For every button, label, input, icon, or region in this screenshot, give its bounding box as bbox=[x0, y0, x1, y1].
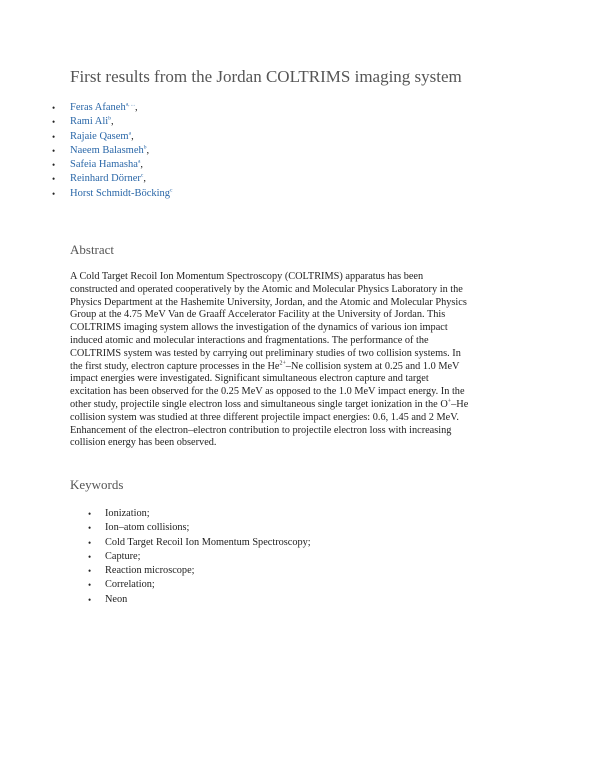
author-separator: , bbox=[140, 159, 144, 171]
keyword-list bbox=[88, 507, 311, 607]
keyword-item bbox=[88, 507, 311, 521]
abstract-line: Physics Department at the Hashemite University, Jordan, and the Atomic and Molecular Physics bbox=[70, 296, 467, 308]
author-affiliation[interactable]: c bbox=[140, 172, 144, 179]
keyword-label: Correlation; bbox=[105, 579, 155, 591]
bullet-icon: • bbox=[88, 537, 92, 548]
author-separator: , bbox=[131, 130, 134, 142]
abstract-line: excitation has been observed for the 0.25 MeV as opposed to the 1.0 MeV impact energy. In the bbox=[70, 386, 465, 398]
author-item bbox=[52, 130, 173, 144]
charge-superscript: 2+ bbox=[279, 360, 286, 367]
keyword-label: Ion–atom collisions; bbox=[105, 522, 190, 534]
bullet-icon: • bbox=[88, 509, 92, 519]
keyword-label: Cold Target Recoil Ion Momentum Spectroscopy; bbox=[105, 536, 311, 548]
page-title: First results from the Jordan COLTRIMS imaging system bbox=[70, 67, 462, 86]
bullet-icon: • bbox=[52, 103, 56, 113]
author-link[interactable]: Reinhard Dörner bbox=[70, 173, 141, 185]
abstract-line: collision system was studied at three different projectile impact energies: 0.6, 1.45 and 2 MeV. bbox=[70, 411, 459, 423]
keyword-label: Ionization; bbox=[105, 508, 150, 519]
bullet-icon: • bbox=[88, 523, 92, 534]
abstract-text bbox=[70, 271, 540, 450]
abstract-text-run: the first study, electron capture processes in the He bbox=[70, 360, 280, 372]
author-item bbox=[52, 101, 173, 115]
author-separator: , bbox=[110, 116, 114, 128]
author-affiliation[interactable]: b bbox=[143, 144, 147, 151]
author-affiliation[interactable]: a bbox=[128, 130, 132, 137]
bullet-icon: • bbox=[52, 188, 56, 199]
author-list bbox=[52, 101, 173, 201]
author-separator: , bbox=[143, 173, 146, 185]
author-item bbox=[52, 144, 173, 158]
abstract-line: impact energies were investigated. Significant simultaneous electron capture and target bbox=[70, 373, 429, 385]
keywords-heading: Keywords bbox=[70, 477, 124, 492]
keyword-item bbox=[88, 550, 311, 564]
keyword-item bbox=[88, 564, 311, 578]
keyword-label: Neon bbox=[105, 593, 128, 605]
author-affiliation[interactable]: a bbox=[137, 158, 141, 165]
author-link[interactable]: Safeia Hamasha bbox=[70, 159, 138, 171]
abstract-line: A Cold Target Recoil Ion Momentum Spectroscopy (COLTRIMS) apparatus has been bbox=[70, 271, 424, 282]
author-link[interactable]: Horst Schmidt-Böcking bbox=[70, 187, 171, 199]
keyword-item bbox=[88, 536, 311, 550]
abstract-heading: Abstract bbox=[70, 242, 115, 257]
author-separator: , bbox=[146, 144, 150, 156]
abstract-text-run: –He bbox=[451, 398, 469, 410]
bullet-icon: • bbox=[52, 117, 56, 128]
bullet-icon: • bbox=[88, 580, 92, 591]
author-affiliation[interactable]: c bbox=[170, 187, 173, 194]
author-affiliation[interactable]: b bbox=[108, 115, 111, 122]
author-item bbox=[52, 158, 173, 172]
abstract-line: constructed and operated cooperatively by the Atomic and Molecular Physics Laboratory in the bbox=[70, 283, 463, 295]
keyword-label: Capture; bbox=[105, 550, 141, 562]
bullet-icon: • bbox=[52, 145, 56, 156]
abstract-line bbox=[70, 399, 540, 412]
bullet-icon: • bbox=[88, 594, 92, 605]
bullet-icon: • bbox=[52, 131, 56, 142]
abstract-line: Enhancement of the electron–electron contribution to projectile electron loss with increasing bbox=[70, 424, 452, 436]
author-item bbox=[52, 187, 173, 201]
abstract-text-run: other study, projectile single electron loss and simultaneous single target ionization in the O bbox=[70, 398, 448, 410]
bullet-icon: • bbox=[88, 551, 92, 562]
keyword-item bbox=[88, 593, 311, 607]
abstract-line: induced atomic and molecular interactions and fragmentations. The performance of the bbox=[70, 334, 429, 346]
bullet-icon: • bbox=[52, 160, 56, 171]
keyword-item bbox=[88, 578, 311, 592]
bullet-icon: • bbox=[52, 174, 56, 185]
abstract-line: Group at the 4.75 MeV Van de Graaff Accelerator Facility at the University of Jordan. This bbox=[70, 309, 446, 321]
keyword-item bbox=[88, 521, 311, 535]
author-separator: , bbox=[135, 102, 138, 113]
abstract-line: collision energy has been observed. bbox=[70, 437, 217, 449]
abstract-line bbox=[70, 361, 540, 374]
author-affiliation[interactable]: a, ... bbox=[125, 101, 136, 108]
keyword-label: Reaction microscope; bbox=[105, 565, 195, 577]
charge-superscript: + bbox=[447, 398, 452, 405]
bullet-icon: • bbox=[88, 566, 92, 577]
abstract-line: COLTRIMS imaging system allows the investigation of the dynamics of various ion impact bbox=[70, 322, 448, 334]
abstract-text-run: –Ne collision system at 0.25 and 1.0 MeV bbox=[285, 360, 460, 372]
author-link[interactable]: Naeem Balasmeh bbox=[70, 144, 144, 156]
author-link[interactable]: Rajaie Qasem bbox=[70, 130, 129, 142]
author-link[interactable]: Rami Ali bbox=[70, 116, 109, 128]
author-item bbox=[52, 115, 173, 129]
abstract-line: COLTRIMS system was tested by carrying out preliminary studies of two collision systems. In bbox=[70, 347, 461, 359]
author-item bbox=[52, 172, 173, 186]
author-link[interactable]: Feras Afaneh bbox=[70, 102, 126, 113]
